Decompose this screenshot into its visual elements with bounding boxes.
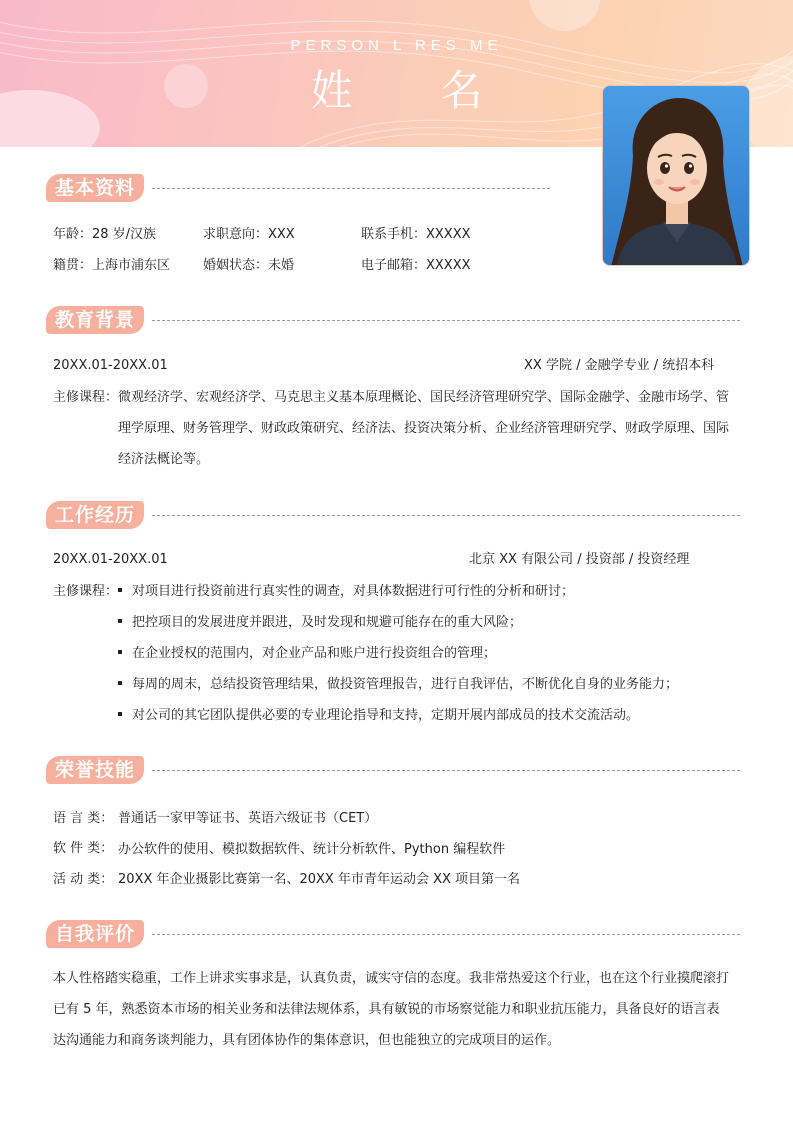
section-education-header	[46, 306, 740, 334]
section-title-self: 自我评价	[46, 920, 144, 948]
self-line: 达沟通能力和商务谈判能力，具有团体协作的集体意识，但也能独立的完成项目的运作。	[53, 1033, 561, 1048]
section-title-honors: 荣誉技能	[46, 756, 144, 784]
basic-email: 电子邮箱：XXXXX	[361, 258, 471, 273]
basic-origin: 籍贯：上海市浦东区	[53, 258, 171, 273]
education-course-label: 主修课程：	[53, 390, 119, 405]
course-line: 理学原理、财务管理学、财政政策研究、经济法、投资决策分析、企业经济管理研究学、财政学原理、国际	[118, 421, 730, 436]
honors-label-language: 语 言 类：	[53, 811, 114, 826]
education-school: XX 学院 / 金融学专业 / 统招本科	[524, 358, 715, 373]
section-title-education: 教育背景	[46, 306, 144, 334]
self-line: 本人性格踏实稳重，工作上讲求实事求是，认真负责，诚实守信的态度。我非常热爱这个行业，也在这个行业摸爬滚打	[53, 971, 730, 986]
section-divider	[152, 934, 740, 935]
section-divider	[152, 770, 740, 771]
bullet-icon	[118, 650, 122, 654]
work-bullet-text: 对项目进行投资前进行真实性的调查，对具体数据进行可行性的分析和研讨；	[132, 584, 575, 599]
section-divider	[152, 515, 740, 516]
work-bullet	[118, 707, 639, 725]
work-bullet-text: 每周的周末，总结投资管理结果，做投资管理报告，进行自我评估，不断优化自身的业务能力；	[132, 677, 679, 692]
section-divider	[152, 188, 550, 189]
work-bullet-text: 对公司的其它团队提供必要的专业理论指导和支持，定期开展内部成员的技术交流活动。	[132, 708, 640, 723]
work-bullet-text: 把控项目的发展进度并跟进，及时发现和规避可能存在的重大风险；	[132, 615, 523, 630]
work-bullet	[118, 614, 522, 632]
bullet-icon	[118, 712, 122, 716]
honors-label-software: 软 件 类：	[53, 841, 114, 856]
section-basic-header	[46, 174, 550, 202]
honors-value-software: 办公软件的使用、模拟数据软件、统计分析软件、Python 编程软件	[118, 842, 506, 857]
avatar-illustration	[603, 86, 750, 266]
profile-photo	[602, 85, 750, 266]
honors-label-activity: 活 动 类：	[53, 872, 114, 887]
bullet-icon	[118, 588, 122, 592]
course-line: 经济法概论等。	[118, 452, 210, 467]
honors-value-language: 普通话一家甲等证书、英语六级证书（CET）	[118, 811, 378, 826]
bullet-icon	[118, 619, 122, 623]
section-self-header	[46, 920, 740, 948]
course-line: 微观经济学、宏观经济学、马克思主义基本原理概论、国民经济管理研究学、国际金融学、金融市场学、管	[118, 390, 730, 405]
education-course-list	[118, 382, 743, 475]
resume-eyebrow: PERSON L RES ME	[290, 37, 503, 54]
basic-phone: 联系手机：XXXXX	[361, 227, 471, 242]
work-date: 20XX.01-20XX.01	[53, 552, 168, 567]
section-divider	[152, 320, 740, 321]
section-title-basic: 基本资料	[46, 174, 144, 202]
self-evaluation-text	[53, 963, 743, 1056]
basic-age: 年龄：28 岁/汉族	[53, 227, 157, 242]
work-label: 主修课程：	[53, 584, 119, 599]
work-bullet-text: 在企业授权的范围内，对企业产品和账户进行投资组合的管理；	[132, 646, 497, 661]
work-company: 北京 XX 有限公司 / 投资部 / 投资经理	[469, 552, 690, 567]
section-work-header	[46, 501, 740, 529]
work-bullet	[118, 645, 496, 663]
basic-intent: 求职意向：XXX	[203, 227, 295, 242]
education-date: 20XX.01-20XX.01	[53, 358, 168, 373]
self-line: 已有 5 年，熟悉资本市场的相关业务和法律法规体系，具有敏锐的市场察觉能力和职业抗压能力，具备良好的语言表	[53, 1002, 720, 1017]
basic-marital: 婚姻状态：未婚	[203, 258, 295, 273]
honors-value-activity: 20XX 年企业摄影比赛第一名、20XX 年市青年运动会 XX 项目第一名	[118, 872, 521, 887]
candidate-name: 姓名	[310, 66, 571, 115]
work-bullet	[118, 676, 678, 694]
section-title-work: 工作经历	[46, 501, 144, 529]
bullet-icon	[118, 681, 122, 685]
section-honors-header	[46, 756, 740, 784]
work-bullet	[118, 583, 574, 601]
